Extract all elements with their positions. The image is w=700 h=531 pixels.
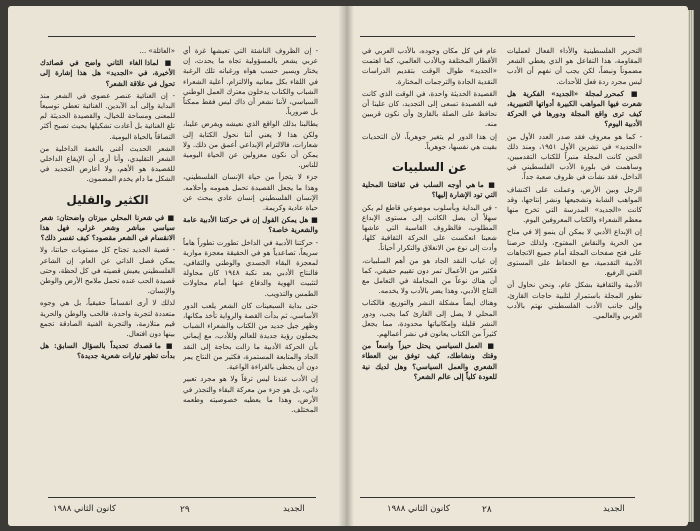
interview-question: ■ كمحرر لمجلة «الجديد» الفكرية هل شعرت فيها المواهب الكبيرة أدواتها التعبيرية، كيف ترى واقع المجلة ودورها في الحركة الأدبية اليوم؟ <box>507 89 642 130</box>
book-gutter <box>338 6 354 526</box>
section-heading: الكثير والقليل <box>66 192 149 207</box>
header-rule <box>48 36 316 37</box>
paragraph: إن الأدب عندنا ليس ترفاً ولا هو مجرد تعبير ذاتي، بل هو جزء من معركة البقاء والتجذر في الأرض، وهذا ما يعطيه خصوصيته وطعمه المختلف. <box>183 374 318 414</box>
interview-question: ■ ما قصدك تحديداً بالسؤال السابق: هل بدأت تظهر تيارات شعرية جديدة؟ <box>40 341 175 361</box>
paragraph: التحرير الفلسطينية والأداء الفعال لعمليات المقاومة، هذا التفاعل هو الذي يعطي الشعر مضموناً ونبضاً، لكن يجب أن نفهم أن الأدب ليس مجرد ردة فعل للأحداث. <box>507 46 642 86</box>
paragraph: لذلك لا أرى انقساماً حقيقياً، بل هي وجوه متعددة لتجربة واحدة، فالحب والوطن والحرية قيم متلازمة، والتجربة الفنية الصادقة تجمع بينها دون افتعال. <box>40 298 175 339</box>
running-head: الجديد <box>283 504 305 514</box>
paragraph: - كما هو معروف فقد صدر العدد الأول من «الجديد» في تشرين الأول ١٩٥١، ومنذ ذلك الحين كانت المجلة منبراً للكتاب التقدميين، وساهمت في بلورة الأدب الفلسطيني في الداخل، فقد نشأت في ظروف صعبة جداً. <box>507 131 642 182</box>
paragraph: حتى بداية السبعينات كان الشعر يلعب الدور الأساسي، ثم بدأت القصة والرواية تأخذ مكانها، وظهر جيل جديد من الكتاب والشعراء الشباب يحملون رؤية جديدة للعالم وللأدب، مع إيماني بأن الحركة الأدبية ما زالت بحاجة إلى النقد الجاد والمتابعة المستمرة، فكثير من النتاج يمر دون أن يحظى بالقراءة الواعية. <box>183 300 318 372</box>
left-page <box>8 6 345 526</box>
issue-date: كانون الثاني ١٩٨٨ <box>53 504 116 514</box>
paragraph: الأدبية والثقافية بشكل عام، ونحن نحاول أن نطور المجلة باستمرار لتلبية حاجات القارئ، وإلى جانب الأدب الفلسطيني نهتم بالأدب العربي والعالمي. <box>507 280 642 321</box>
paragraph: الرجل وبين الأرض، وعملت على اكتشاف المواهب الشابة وتشجيعها ونشر إنتاجها، وقد كانت «الجديد» المدرسة التي تخرج منها معظم الشعراء والكتاب المعروفين اليوم. <box>507 184 642 225</box>
paragraph: إن الإبداع الأدبي لا يمكن أن ينمو إلا في مناخ من الحرية والنقاش المفتوح، ولذلك حرصنا على فتح صفحات المجلة أمام جميع الاتجاهات الأدبية التقدمية، مع الحفاظ على المستوى الفني الرفيع. <box>507 227 642 278</box>
page-edges <box>688 10 694 522</box>
paragraph: وهناك أيضاً مشكلة النشر والتوزيع، فالكتاب المحلي لا يصل إلى القارئ كما يجب، ودور النشر قليلة وإمكانياتها محدودة، مما يجعل كثيراً من الكتاب يعانون في نشر أعمالهم. <box>362 298 497 339</box>
column-left <box>40 46 175 364</box>
section-heading: عن السلبيات <box>391 160 468 175</box>
column-right <box>507 46 642 323</box>
paragraph: عام في كل مكان وجوده، بالأدب العربي في الأقطار المختلفة وبالأدب العالمي، كما اهتمت «الجديد» طوال الوقت بتقديم الدراسات النقدية الجادة والترجمات المختارة. <box>362 46 497 86</box>
paragraph: - قضية الجديد تجتاح كل مستويات حياتنا، ولا يمكن فصل الذاتي عن العام. إن الشاعر الفلسطيني يعيش قضيته في كل لحظة، وحتى قصيدة الحب عنده تحمل ملامح الأرض والوطن والإنسان. <box>40 245 175 296</box>
interview-question: ■ العمل السياسي يحتل حيزاً واسعاً من وقتك ونشاطك، كيف توفق بين العطاء الشعري والعمل السياسي؟ وهل لديك نية للعودة كلياً إلى عالم الشعر؟ <box>362 341 497 382</box>
interview-question: ■ في شعرنا المحلي ميزتان واضحتان: شعر سياسي مباشر وشعر غزلي، فهل هذا الانقسام في الشعر مقصود؟ كيف تفسر ذلك؟ <box>40 213 175 244</box>
paragraph: إن غياب النقد الجاد هو من أهم السلبيات، فكثير من الأعمال تمر دون تقييم حقيقي، كما أن هناك نوعاً من المجاملة في التعامل مع النتاج الأدبي، وهذا يضر بالأدب ولا يخدمه. <box>362 255 497 296</box>
paragraph: - في البداية وبأسلوب موضوعي قاطع لم يكن سهلاً أن يصل الكاتب إلى مستوى الإبداع المطلوب، فالظروف القاسية التي عاشها شعبنا انعكست على الحركة الثقافية كلها، وأدت إلى نوع من الانغلاق والتكرار أحياناً. <box>362 202 497 253</box>
issue-date: كانون الثاني ١٩٨٨ <box>387 504 450 514</box>
paragraph: القصيدة الحديثة واحدة، في الوقت الذي كانت فيه القصيدة تسعى إلى التجديد، كان علينا أن نحافظ على الصلة بالقارئ وأن نكون قريبين منه. <box>362 88 497 129</box>
interview-question: ■ لماذا الغاء الثاني واضح في قصائدك الأخيرة، في «الجديد» هل هذا إشارة إلى تحول في علاقة الشعر؟ <box>40 58 175 89</box>
page-number: ٢٩ <box>180 505 190 515</box>
paragraph: الشعر الحديث أغنى بالنغمة الداخلية من الشعر التقليدي، وأنا أرى أن الإيقاع الداخلي للقصيدة هو الأهم، ولا أعارض التجديد في الشكل ما دام يخدم المضمون. <box>40 143 175 184</box>
header-rule <box>360 36 635 37</box>
paragraph: - حركتنا الأدبية في الداخل تطورت تطوراً هاماً سريعاً، تصاعدياً هو في الحقيقة معجزة موازية لمعجزة البقاء الجسدي والوطني والثقافي، فالنتاج الأدبي بعد نكبة ١٩٤٨ كان محاولة لتثبيت الهوية والدفاع عنها أمام محاولات الطمس والتذويب. <box>183 237 318 298</box>
paragraph: يطالبنا بذلك الواقع الذي نعيشه ويفرض علينا، ولكن هذا لا يعني أننا نحول الكتابة إلى شعارات، فالالتزام الإبداعي أعمق من ذلك. ولا يمكن أن نكون معزولين عن الحياة اليومية للناس. <box>183 119 318 170</box>
interview-question: ■ ما هي أوجه السلب في ثقافتنا المحلية التي تود الإشارة إليها؟ <box>362 180 497 200</box>
footer-rule <box>48 497 316 498</box>
column-left <box>362 46 497 384</box>
column-right <box>183 46 318 417</box>
paragraph: جزء لا يتجزأ من حياة الإنسان الفلسطيني، وهذا ما يجعل القصيدة تحمل همومه وأحلامه. الإنسان الفلسطيني إنسان عادي يبحث عن حياة عادية وكريمة. <box>183 172 318 213</box>
paragraph: - إن الظروف الناشئة التي تعيشها غزة أي عربي يشعر بالمسؤولية تجاه ما يحدث، إن يختار ويسير حسب هواه ورغباته تلك الرغبة في اللقاء بكل معانيه والالتزام. أعلية الشعراء الشباب والكتاب يدخلون معترك العمل الوطني السياسي، لأننا نشعر أن ذاك ليس فقط ممكناً بل ضرورياً. <box>183 46 318 117</box>
paragraph: «العائلة» ... <box>139 46 175 55</box>
page-number: ٢٨ <box>482 505 492 515</box>
running-head: الجديد <box>603 504 625 514</box>
interview-question: ■ هل يمكن القول إن في حركتنا الأدبية عامة والشعرية خاصة؟ <box>183 215 318 235</box>
paragraph: - إن الغنائية عنصر عضوي في الشعر منذ البداية وإلى أبد الآبدين. الغنائية تعطي توسيعاً للمعنى ومساحة للخيال، والقصيدة الحديثة لم تلغ الغنائية بل أعادت تشكيلها بحيث تصبح أكثر التصاقاً بالحياة اليومية. <box>40 90 175 141</box>
right-page <box>345 6 688 526</box>
paragraph: إن هذا الدور لم يتغير جوهرياً، لأن التحديات بقيت هي نفسها، جوهرياً. <box>362 131 497 151</box>
footer-rule <box>360 497 635 498</box>
